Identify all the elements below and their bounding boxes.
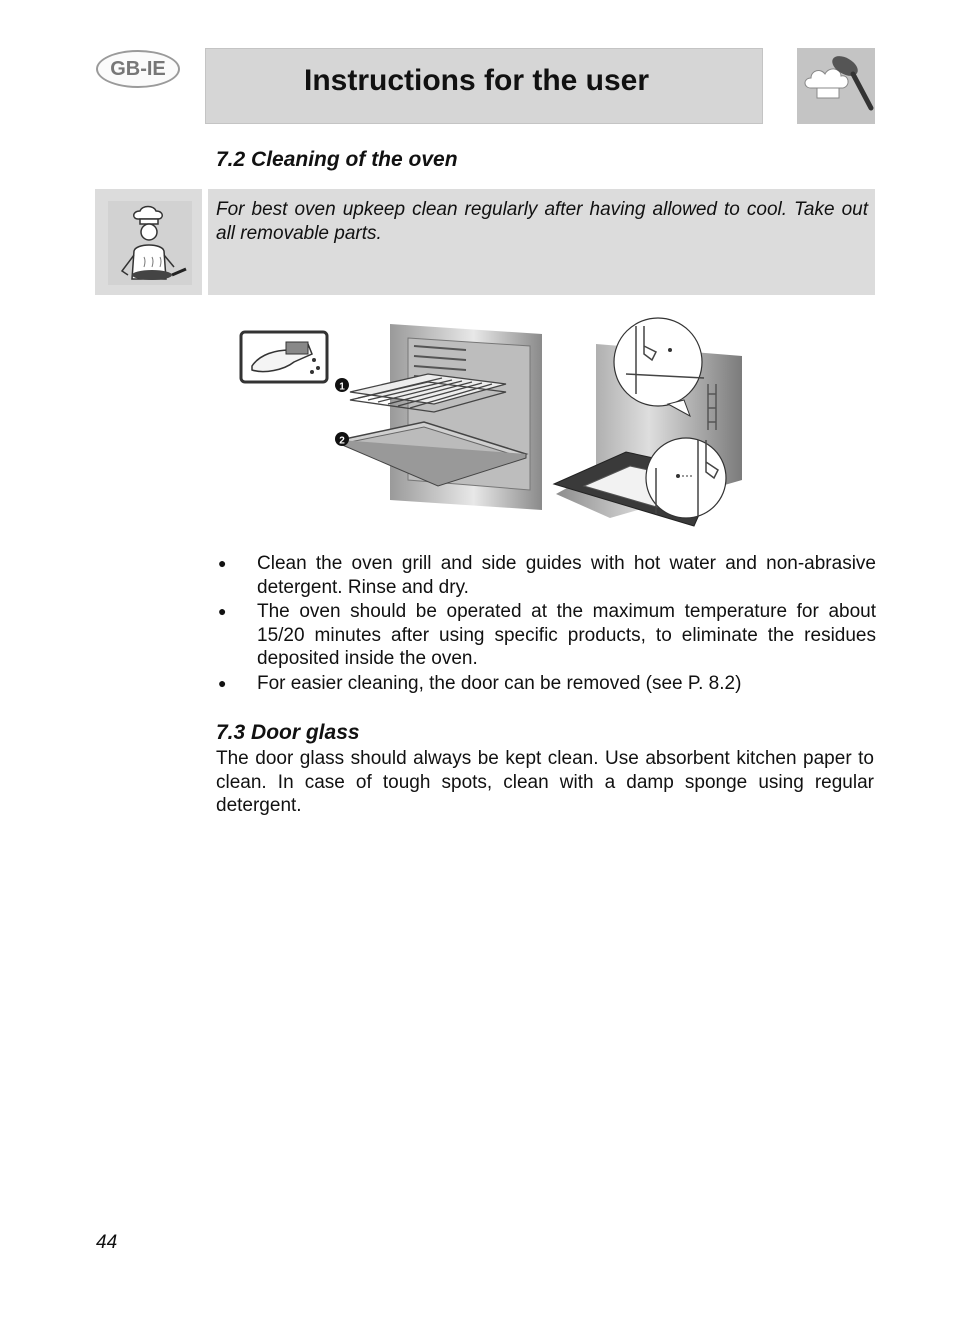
list-item bbox=[216, 672, 876, 696]
list-item bbox=[216, 600, 876, 671]
language-badge: GB-IE bbox=[96, 50, 180, 88]
oven-cleaning-illustration bbox=[238, 304, 758, 530]
bullet-dot-icon: ● bbox=[218, 603, 227, 619]
list-item bbox=[216, 552, 876, 599]
chef-spoon-icon bbox=[797, 48, 875, 124]
chef-pan-icon bbox=[108, 201, 192, 285]
section-title-cleaning: 7.2 Cleaning of the oven bbox=[216, 148, 458, 171]
door-glass-paragraph: The door glass should always be kept clean. Use absorbent kitchen paper to clean. In case of tough spots, clean with a damp sponge using regular detergent. bbox=[216, 748, 874, 816]
note-divider bbox=[202, 189, 208, 295]
page-number: 44 bbox=[96, 1232, 118, 1253]
cleaning-steps-list bbox=[216, 552, 876, 696]
list-item-text: Clean the oven grill and side guides with hot water and non-abrasive detergent. Rinse and dry. bbox=[257, 553, 876, 598]
section-title-door-glass: 7.3 Door glass bbox=[216, 721, 360, 744]
list-item-text: The oven should be operated at the maximum temperature for about 15/20 minutes after using specific products, to eliminate the residues deposited inside the oven. bbox=[257, 601, 876, 669]
sponge-hand-icon bbox=[241, 332, 327, 382]
figure-label-1: 1 bbox=[339, 381, 345, 393]
note-text: For best oven upkeep clean regularly after having allowed to cool. Take out all removable parts. bbox=[216, 199, 868, 244]
bullet-dot-icon: ● bbox=[218, 674, 227, 691]
list-item-text: For easier cleaning, the door can be removed (see P. 8.2) bbox=[257, 672, 742, 694]
figure-label-2: 2 bbox=[339, 435, 345, 447]
page-title: Instructions for the user bbox=[304, 64, 650, 97]
bullet-dot-icon: ● bbox=[218, 555, 227, 571]
